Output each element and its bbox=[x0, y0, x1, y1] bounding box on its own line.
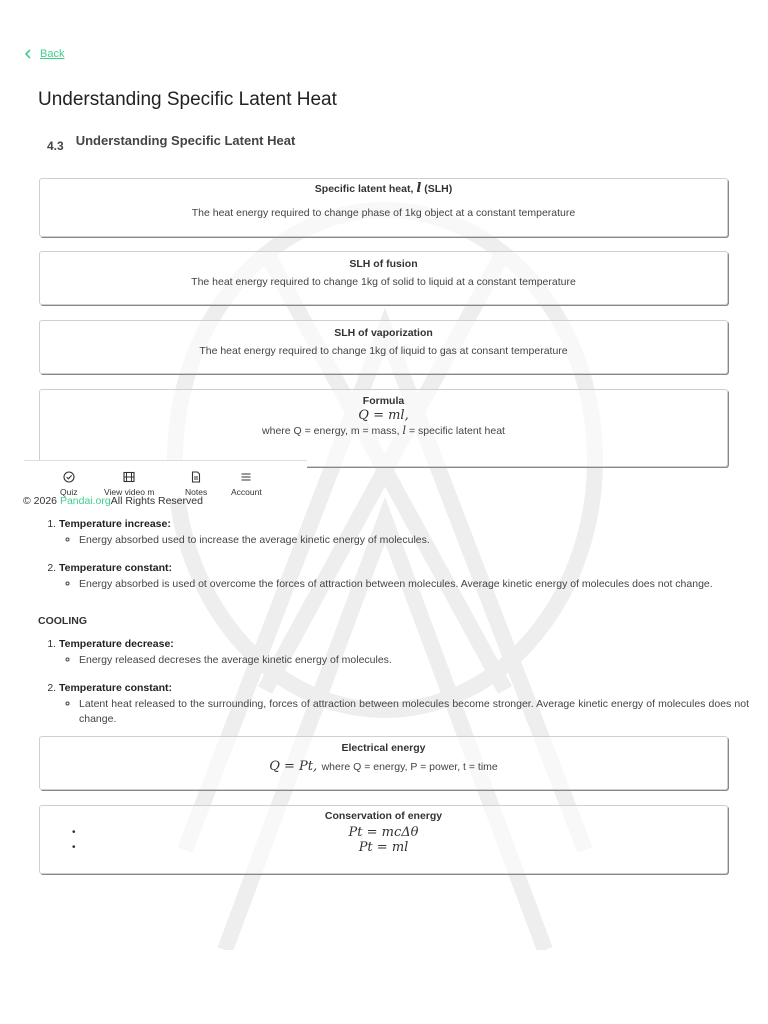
nav-quiz-label: Quiz bbox=[60, 487, 78, 497]
item-title: Temperature constant: bbox=[59, 682, 172, 694]
fusion-card-title: SLH of fusion bbox=[349, 258, 418, 270]
formula-symbol: l bbox=[402, 424, 407, 437]
copyright bbox=[23, 495, 203, 507]
item-detail: ◦ Energy released decreses the average kinetic energy of molecules. bbox=[79, 653, 749, 668]
formula-equation: Q = ml, bbox=[358, 408, 409, 423]
electrical-formula bbox=[40, 757, 727, 775]
slh-title-suffix: (SLH) bbox=[424, 183, 453, 195]
conservation-card-title: Conservation of energy bbox=[324, 810, 443, 822]
nav-notes-label: Notes bbox=[185, 487, 208, 497]
formula-card-title: Formula bbox=[362, 395, 405, 407]
heating-list bbox=[38, 518, 749, 606]
page-title: Understanding Specific Latent Heat bbox=[38, 89, 337, 110]
chevron-left-icon bbox=[24, 49, 32, 59]
formula-where-suffix: = specific latent heat bbox=[408, 425, 505, 437]
bullet-dot-icon: • bbox=[72, 827, 76, 838]
nav-notes[interactable] bbox=[185, 471, 207, 497]
vaporization-card-title: SLH of vaporization bbox=[334, 327, 433, 339]
film-icon bbox=[123, 471, 135, 483]
cooling-list bbox=[38, 638, 749, 741]
nav-quiz[interactable] bbox=[60, 471, 77, 497]
vaporization-card bbox=[39, 320, 728, 374]
bottom-nav bbox=[24, 460, 307, 499]
footer-link[interactable]: Pandai.org bbox=[59, 495, 111, 507]
item-detail: ◦ Latent heat released to the surrounding, forces of attraction between molecules become stronger. Average kinetic energy of molecules does not change. bbox=[79, 697, 749, 727]
vaporization-card-body: The heat energy required to change 1kg of liquid to gas at consant temperature bbox=[199, 345, 568, 357]
electrical-card-title: Electrical energy bbox=[341, 742, 426, 754]
copyright-suffix: All Rights Reserved bbox=[110, 495, 203, 507]
slh-card-title bbox=[40, 181, 727, 196]
document-icon bbox=[190, 471, 202, 483]
conservation-card bbox=[39, 805, 728, 874]
fusion-card bbox=[39, 251, 728, 305]
fusion-card-body: The heat energy required to change 1kg of solid to liquid at a constant temperature bbox=[191, 276, 576, 288]
copyright-prefix: © 2026 bbox=[23, 495, 58, 507]
nav-video-label: View video m bbox=[104, 487, 155, 497]
check-circle-icon bbox=[63, 471, 75, 483]
formula-card bbox=[39, 389, 728, 467]
item-detail: ◦ Energy absorbed used to increase the average kinetic energy of molecules. bbox=[79, 533, 749, 548]
back-label: Back bbox=[40, 48, 65, 60]
list-item bbox=[59, 638, 749, 668]
list-item bbox=[59, 562, 749, 592]
section-title: Understanding Specific Latent Heat bbox=[75, 133, 296, 148]
item-title: Temperature constant: bbox=[59, 562, 172, 574]
item-title: Temperature decrease: bbox=[59, 638, 174, 650]
list-item bbox=[59, 682, 749, 727]
item-title: Temperature increase: bbox=[59, 518, 171, 530]
electrical-where: where Q = energy, P = power, t = time bbox=[321, 761, 498, 773]
back-link[interactable] bbox=[24, 48, 64, 60]
item-detail: ◦ Energy absorbed is used ot overcome the forces of attraction between molecules. Average kinetic energy of molecules does not change. bbox=[79, 577, 749, 592]
menu-icon bbox=[240, 471, 252, 483]
formula-where-prefix: where Q = energy, m = mass, bbox=[262, 425, 400, 437]
conservation-equation-2: Pt = ml bbox=[358, 840, 409, 855]
electrical-equation: Q = Pt, bbox=[269, 759, 318, 774]
electrical-card bbox=[39, 736, 728, 790]
cooling-heading: COOLING bbox=[38, 615, 87, 627]
slh-card bbox=[39, 178, 728, 237]
nav-account[interactable] bbox=[231, 471, 262, 497]
nav-account-label: Account bbox=[231, 487, 262, 497]
slh-title-prefix: Specific latent heat, bbox=[314, 183, 414, 195]
conservation-equation-1: Pt = mcΔθ bbox=[348, 825, 419, 840]
slh-card-body: The heat energy required to change phase of 1kg object at a constant temperature bbox=[191, 207, 576, 219]
bullet-dot-icon: • bbox=[72, 842, 76, 853]
slh-symbol: l bbox=[416, 181, 422, 196]
nav-video[interactable] bbox=[104, 471, 154, 497]
section-number: 4.3 bbox=[47, 139, 64, 153]
formula-where bbox=[40, 424, 727, 437]
section-heading bbox=[47, 133, 296, 153]
list-item bbox=[59, 518, 749, 548]
